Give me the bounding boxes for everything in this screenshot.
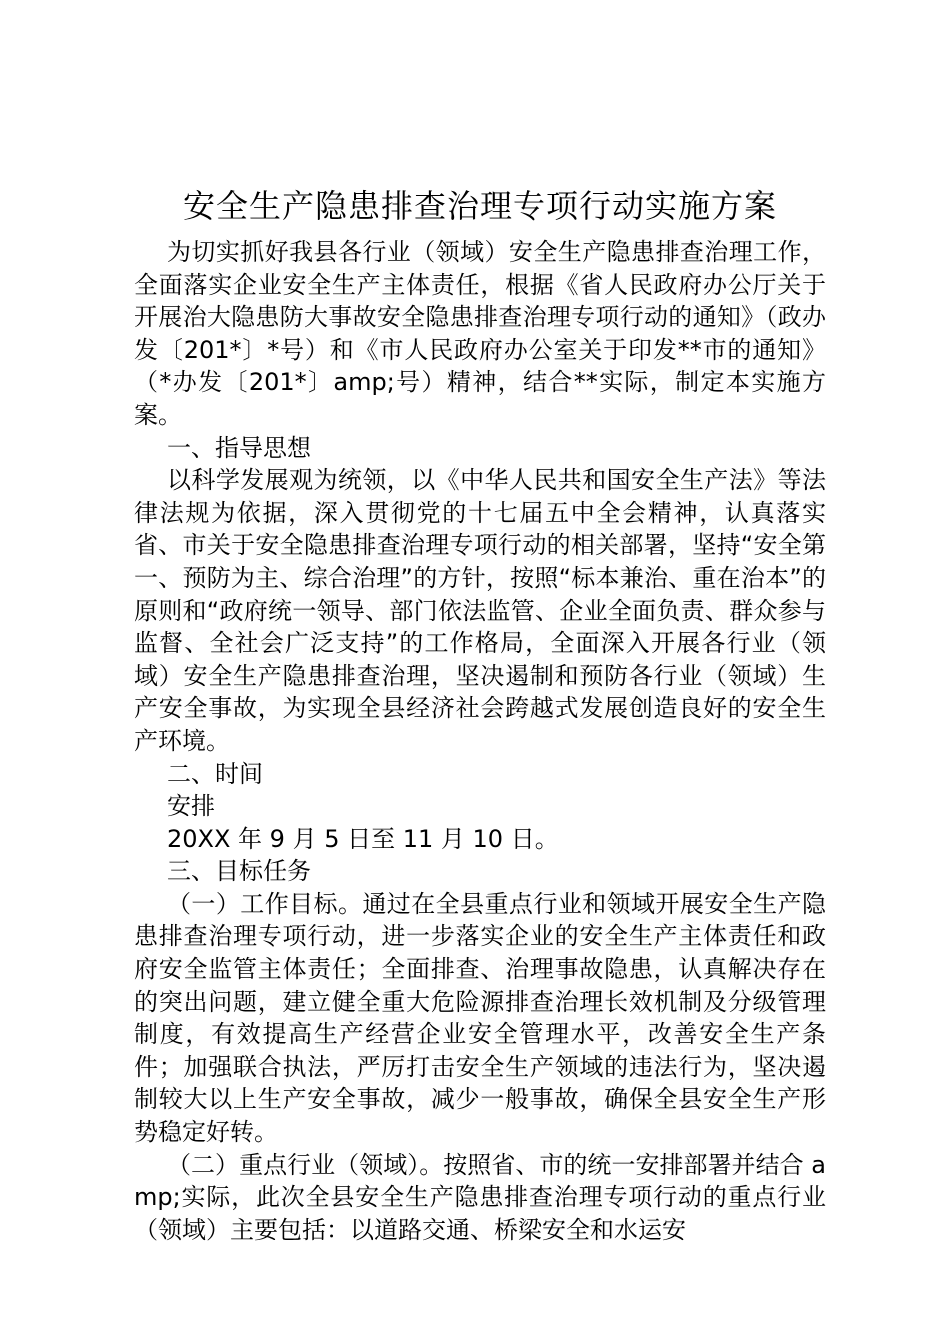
document-title: 安全生产隐患排查治理专项行动实施方案 xyxy=(182,187,777,225)
section-heading-goals: 三、目标任务 xyxy=(167,857,311,886)
section-heading-guiding-thought: 一、指导思想 xyxy=(167,433,311,462)
time-arrangement-label: 安排 xyxy=(167,792,215,821)
guiding-thought-paragraph: 以科学发展观为统领，以《中华人民共和国安全生产法》等法律法规为依据，深入贯彻党的十七届五中全会精神，认真落实省、市关于安全隐患排查治理专项行动的相关部署，坚持“安全第一、预防为主、综合治理”的方针，按照“标本兼治、重在治本”的原则和“政府统一领导、部门依法监管、企业全面负责、群众参与监督、全社会广泛支持”的工作格局，全面深入开展各行业（领域）安全生产隐患排查治理，坚决遏制和预防各行业（领域）生产安全事故，为实现全县经济社会跨越式发展创造良好的安全生产环境。 xyxy=(134,466,826,755)
intro-paragraph: 为切实抓好我县各行业（领域）安全生产隐患排查治理工作，全面落实企业安全生产主体责任，根据《省人民政府办公厅关于开展治大隐患防大事故安全隐患排查治理专项行动的通知》（政办发〔201*〕*号）和《市人民政府办公室关于印发**市的通知》（*办发〔201*〕amp;号）精神，结合**实际，制定本实施方案。 xyxy=(134,238,826,429)
time-range-paragraph: 20XX 年 9 月 5 日至 11 月 10 日。 xyxy=(167,824,559,853)
section-heading-time: 二、时间 xyxy=(167,759,263,788)
document-page xyxy=(134,182,826,1246)
key-industries-paragraph: （二）重点行业（领域）。按照省、市的统一安排部署并结合 amp;实际，此次全县安全生产隐患排查治理专项行动的重点行业（领域）主要包括：以道路交通、桥梁安全和水运安 xyxy=(134,1150,826,1244)
work-goal-paragraph: （一）工作目标。通过在全县重点行业和领域开展安全生产隐患排查治理专项行动，进一步落实企业的安全生产主体责任和政府安全监管主体责任；全面排查、治理事故隐患，认真解决存在的突出问题，建立健全重大危险源排查治理长效机制及分级管理制度，有效提高生产经营企业安全管理水平，改善安全生产条件；加强联合执法，严厉打击安全生产领域的违法行为，坚决遏制较大以上生产安全事故，减少一般事故，确保全县安全生产形势稳定好转。 xyxy=(134,889,826,1147)
